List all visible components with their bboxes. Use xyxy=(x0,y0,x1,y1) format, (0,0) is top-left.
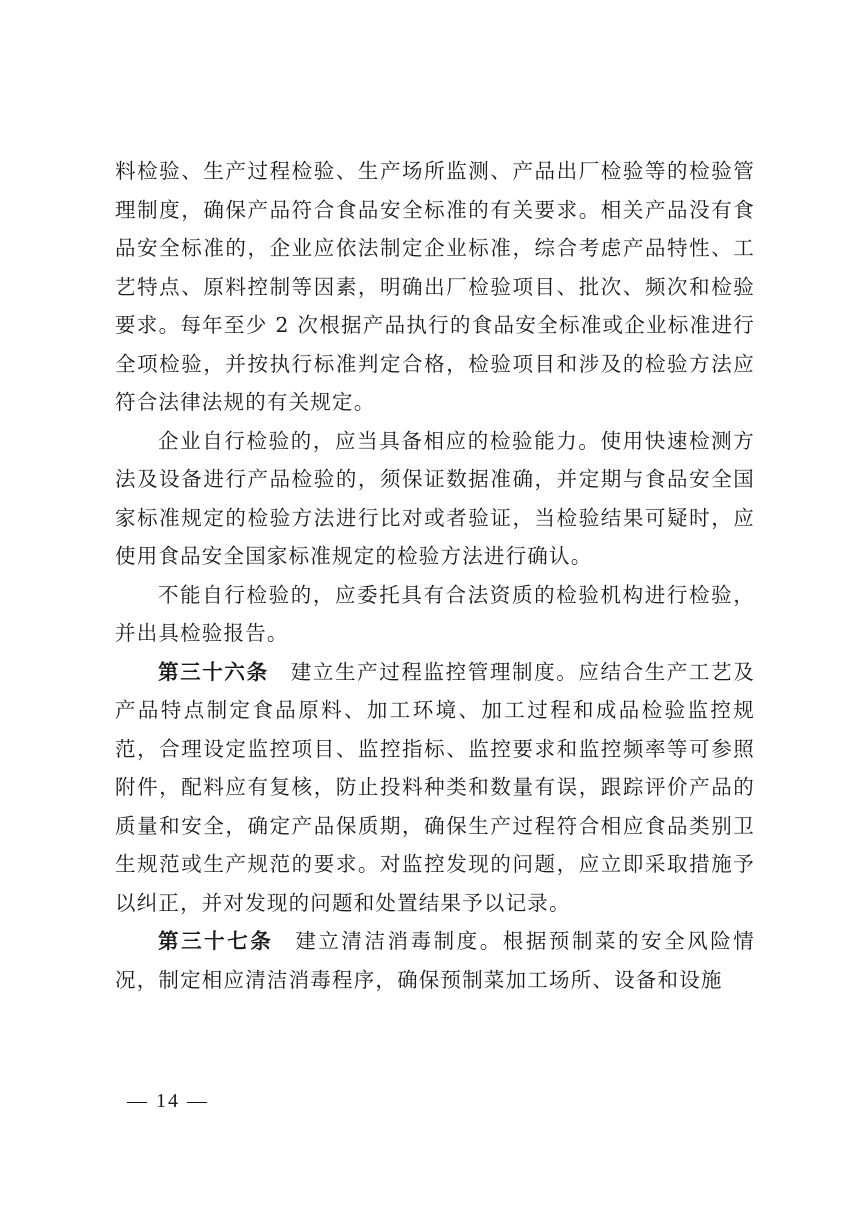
article-36-body: 建立生产过程监控管理制度。应结合生产工艺及产品特点制定食品原料、加工环境、加工过程和成品检验监控规范，合理设定监控项目、监控指标、监控要求和监控频率等可参照附件，配料应有复核，防止投料种类和数量有误，跟踪评价产品的质量和安全，确定产品保质期，确保生产过程符合相应食品类别卫生规范或生产规范的要求。对监控发现的问题，应立即采取措施予以纠正，并对发现的问题和处置结果予以记录。 xyxy=(115,659,756,915)
article-37-body: 建立清洁消毒制度。根据预制菜的安全风险情况，制定相应清洁消毒程序，确保预制菜加工场所、设备和设施 xyxy=(115,929,756,992)
paragraph-inspection-management: 料检验、生产过程检验、生产场所监测、产品出厂检验等的检验管理制度，确保产品符合食品安全标准的有关要求。相关产品没有食品安全标准的，企业应依法制定企业标准，综合考虑产品特性、工艺特点、原料控制等因素，明确出厂检验项目、批次、频次和检验要求。每年至少 2 次根据产品执行的食品安全标准或企业标准进行全项检验，并按执行标准判定合格，检验项目和涉及的检验方法应符合法律法规的有关规定。 xyxy=(115,159,755,414)
page-number: — 14 — xyxy=(127,1090,209,1112)
article-36 xyxy=(115,653,755,923)
article-36-heading: 第三十六条 xyxy=(158,659,269,684)
paragraph-entrusted-inspection: 不能自行检验的，应委托具有合法资质的检验机构进行检验，并出具检验报告。 xyxy=(115,582,755,645)
document-page xyxy=(115,152,755,999)
paragraph-self-inspection: 企业自行检验的，应当具备相应的检验能力。使用快速检测方法及设备进行产品检验的，须保证数据准确，并定期与食品安全国家标准规定的检验方法进行比对或者验证，当检验结果可疑时，应使用食品安全国家标准规定的检验方法进行确认。 xyxy=(115,428,755,568)
article-37-heading: 第三十七条 xyxy=(158,929,274,953)
article-37 xyxy=(115,922,755,999)
